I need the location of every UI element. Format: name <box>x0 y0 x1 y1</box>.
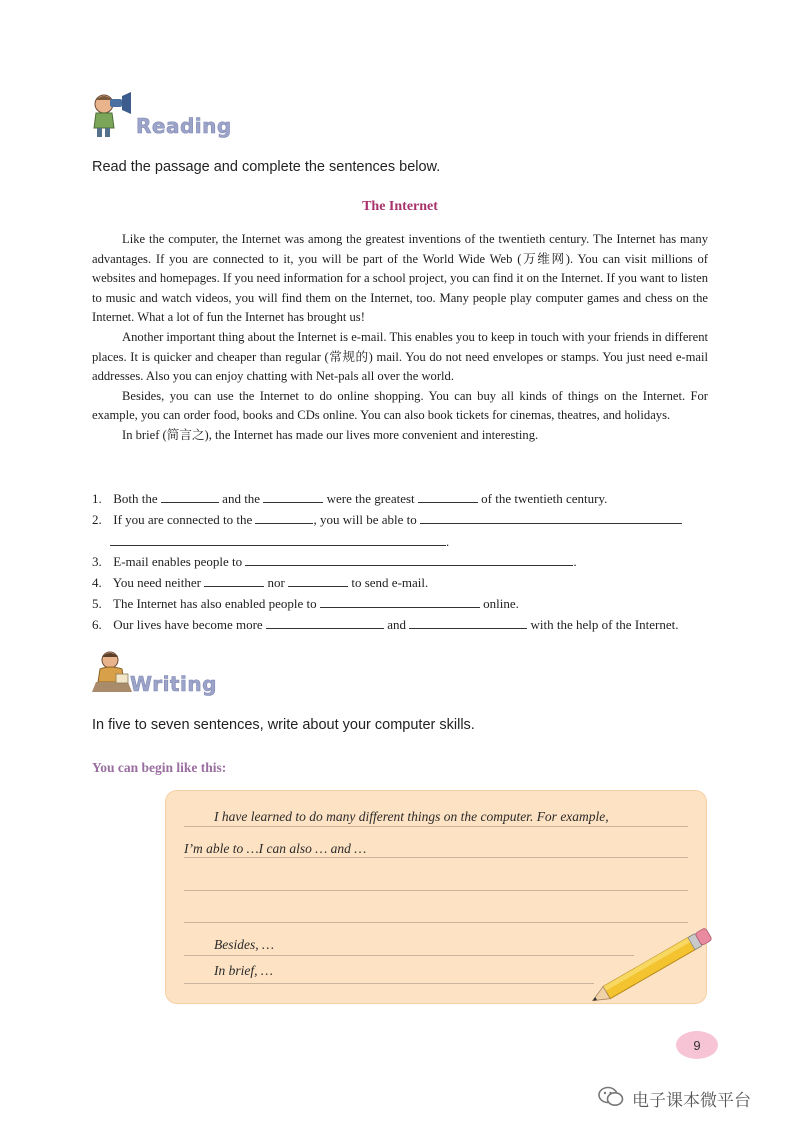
wechat-icon <box>598 1086 624 1108</box>
answer-blank[interactable] <box>288 574 348 587</box>
writing-title: Writing <box>130 672 217 696</box>
writing-line-2: I’m able to …I can also … and … <box>184 841 367 856</box>
question-2: 2. If you are connected to the , you will be able to <box>92 511 682 528</box>
answer-blank[interactable] <box>110 533 446 546</box>
question-5: 5. The Internet has also enabled people to online. <box>92 596 519 611</box>
question-4: 4. You need neither nor to send e-mail. <box>92 575 429 590</box>
page-number: 9 <box>693 1037 701 1053</box>
answer-blank[interactable] <box>204 574 264 587</box>
pencil-icon <box>580 928 726 1006</box>
passage-title: The Internet <box>362 199 438 214</box>
question-3: 3. E-mail enables people to . <box>92 554 577 569</box>
question-2-continued: . <box>110 533 449 550</box>
writing-instruction: In five to seven sentences, write about your computer skills. <box>92 717 475 733</box>
answer-blank[interactable] <box>263 490 323 503</box>
writing-line-3: Besides, … <box>214 937 274 952</box>
reading-title: Reading <box>136 114 232 138</box>
passage-paragraph-4: In brief (简言之), the Internet has made our lives more convenient and interesting. <box>122 427 539 442</box>
answer-blank[interactable] <box>255 511 313 524</box>
answer-blank[interactable] <box>320 595 480 608</box>
answer-blank[interactable] <box>161 490 219 503</box>
question-1: 1. Both the and the were the greatest of the twentieth century. <box>92 491 608 506</box>
watermark-text: 电子课本微平台 <box>632 1091 751 1111</box>
writing-line-1: I have learned to do many different things on the computer. For example, <box>214 809 609 824</box>
passage-paragraph-1: Like the computer, the Internet was among the greatest inventions of the twentieth century. The Internet has many advantages. If you are connected to it, you will be part of the World Wide Web (万维网). You can visit millions of websites and homepages. If you need information for a school project, you can find it on the Internet. If you want to listen to music and watch videos, you will find them on the Internet, too. Many people play computer games and chess on the Internet. What a lot of fun the Internet has brought us! <box>92 232 708 325</box>
page-number-badge <box>676 1031 718 1059</box>
answer-blank[interactable] <box>418 490 478 503</box>
answer-blank[interactable] <box>409 616 527 629</box>
passage <box>92 230 708 446</box>
passage-paragraph-3: Besides, you can use the Internet to do online shopping. You can buy all kinds of things on the Internet. For example, you can order food, books and CDs online. You can also book tickets for cinemas, theatres, and holidays. <box>92 388 708 423</box>
answer-blank[interactable] <box>266 616 384 629</box>
answer-blank[interactable] <box>245 553 573 566</box>
question-6: 6. Our lives have become more and with the help of the Internet. <box>92 617 679 632</box>
writing-mascot-icon <box>90 650 134 696</box>
answer-blank[interactable] <box>420 511 682 524</box>
writing-line-4: In brief, … <box>214 963 273 978</box>
writing-hint: You can begin like this: <box>92 760 227 775</box>
reading-mascot-icon <box>88 92 132 138</box>
passage-paragraph-2: Another important thing about the Internet is e-mail. This enables you to keep in touch with your friends in different places. It is quicker and cheaper than regular (常规的) mail. You do not need envelopes or stamps. You just need e-mail addresses. Also you can enjoy chatting with Net-pals all over the world. <box>92 329 708 384</box>
reading-instruction: Read the passage and complete the sentences below. <box>92 159 441 175</box>
